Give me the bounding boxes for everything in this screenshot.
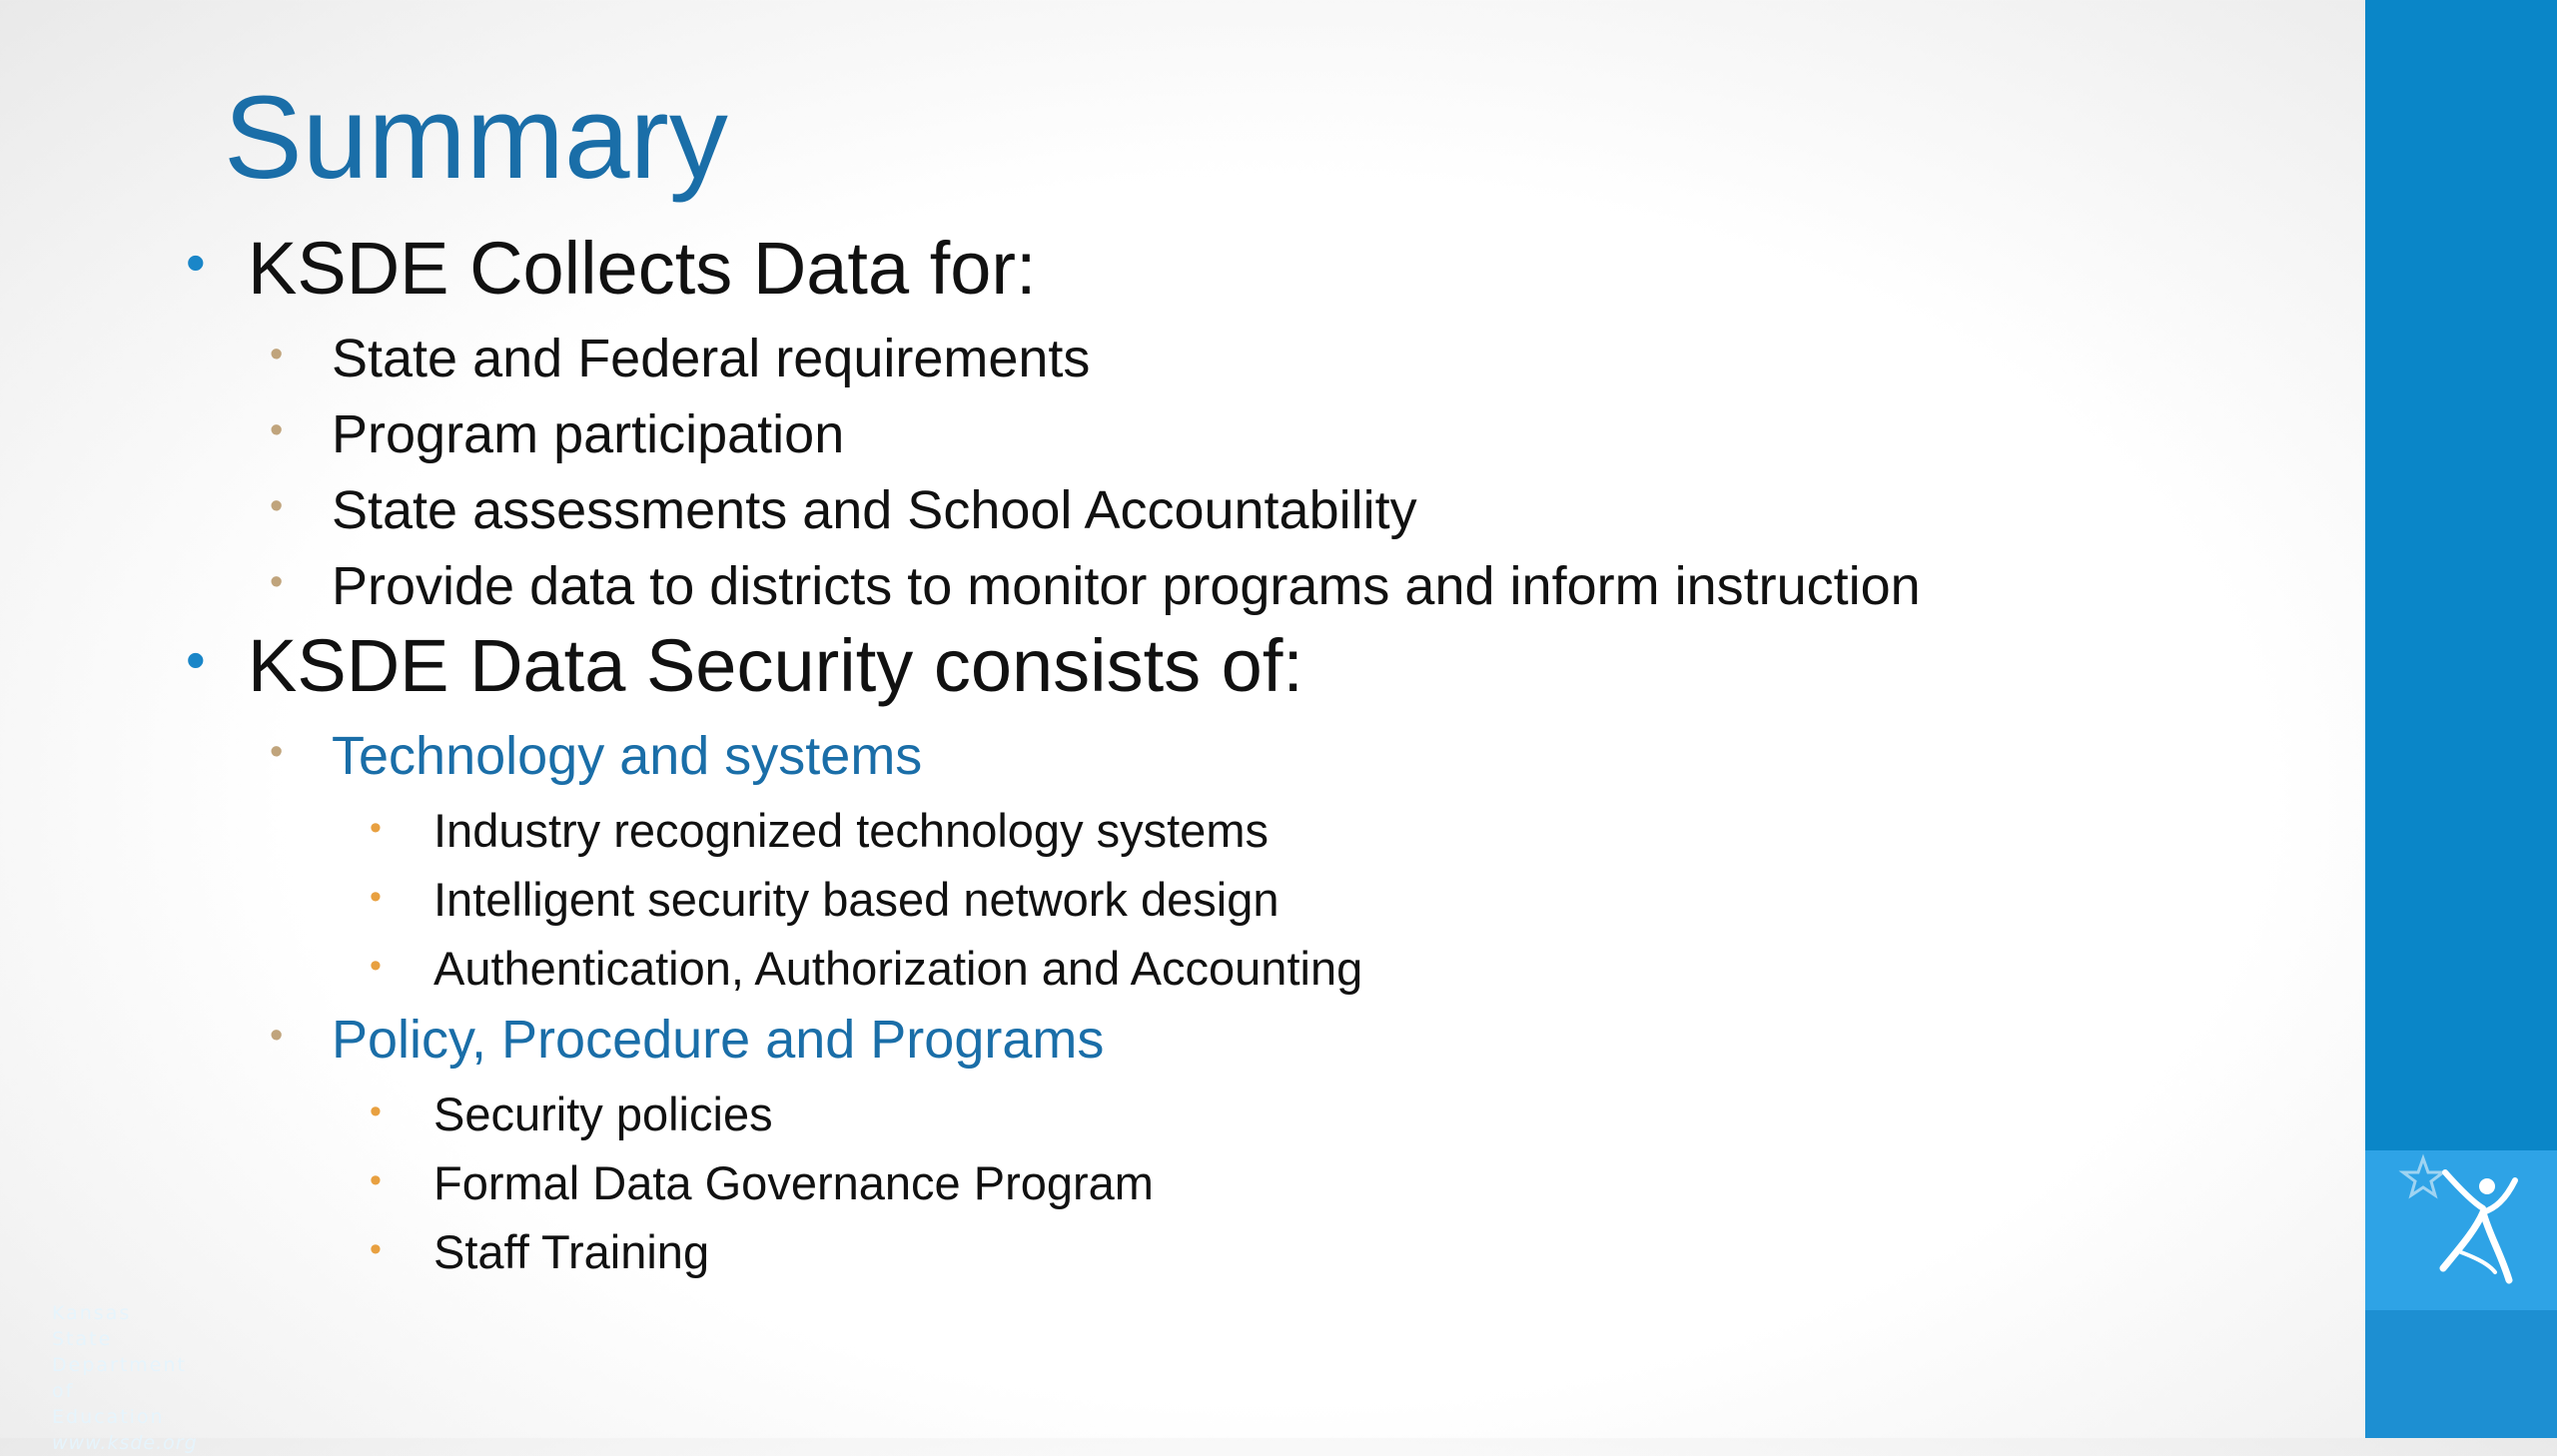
bullet-icon: •: [370, 947, 382, 985]
bullet-icon: •: [270, 409, 284, 451]
logo-line-2: Department: [52, 1354, 187, 1376]
bullet-icon: •: [370, 1230, 382, 1268]
bullet-icon: •: [270, 731, 284, 773]
bullet-icon: •: [270, 485, 284, 527]
bullet-icon: •: [370, 1092, 382, 1130]
bullet-icon: •: [370, 809, 382, 847]
ksde-logo: [2365, 1150, 2557, 1438]
bullet-icon: •: [370, 878, 382, 916]
bullet-icon: •: [270, 561, 284, 603]
logo-wordmark: [52, 1300, 198, 1456]
bullet-icon: •: [270, 334, 284, 375]
bullet-icon: •: [370, 1161, 382, 1199]
ksde-figure-icon: [2365, 1150, 2557, 1310]
logo-line-1: Kansas State: [52, 1302, 132, 1350]
bullet-icon: •: [186, 628, 206, 691]
slide-title: Summary: [224, 72, 728, 204]
logo-line-3: of Education: [52, 1380, 165, 1428]
slide: Summary • KSDE Collects Data for: • State and Federal requirements • Program participation • State assessments and School Accountability • Provide data to districts to monitor programs and inform instruction • KSDE Data Security consists of: • Technology and systems • Industry recognized technology systems • Intelligent security based network design • Authentication, Authorization and Accounting • Policy, Procedure and Programs • Security policies • Formal Data Governance Program • Staff Training: [0, 0, 2365, 1438]
logo-url: www.ksde.org: [52, 1432, 198, 1454]
bullet-icon: •: [270, 1015, 284, 1057]
bullet-icon: •: [186, 231, 206, 294]
